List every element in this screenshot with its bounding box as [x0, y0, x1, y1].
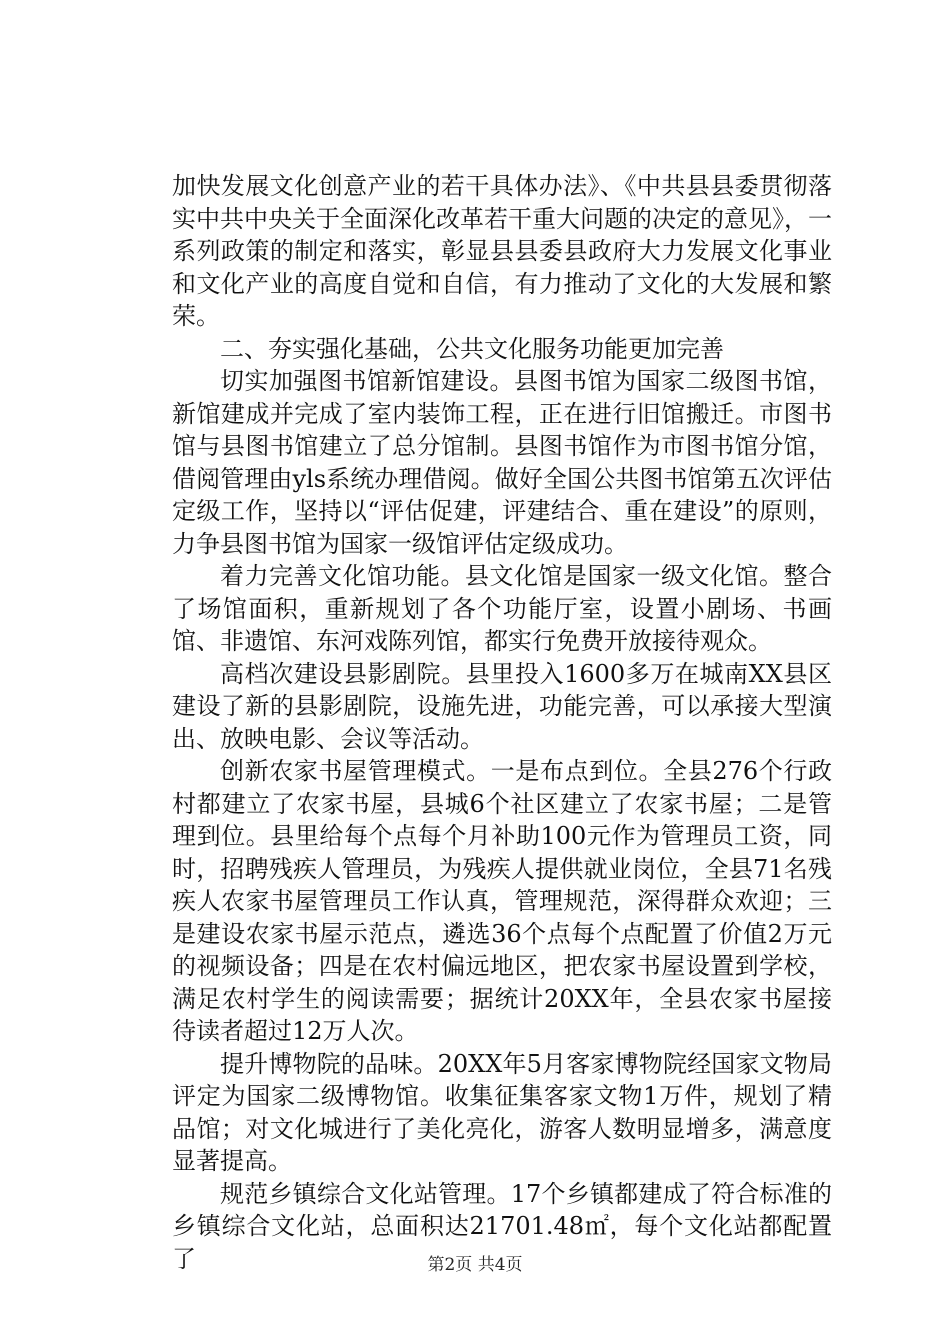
- section-heading: 二、夯实强化基础，公共文化服务功能更加完善: [220, 334, 724, 363]
- paragraph: 加快发展文化创意产业的若干具体办法》、《中共县县委贯彻落实中共中央关于全面深化改革若干重大问题的决定的意见》，一系列政策的制定和落实，彰显县县委县政府大力发展文化事业和文化产业的高度自觉和自信，有力推动了文化的大发展和繁荣。: [172, 172, 832, 330]
- paragraph: 高档次建设县影剧院。县里投入1600多万在城南XX县区建设了新的县影剧院，设施先进，功能完善，可以承接大型演出、放映电影、会议等活动。: [172, 659, 832, 753]
- paragraph: 着力完善文化馆功能。县文化馆是国家一级文化馆。整合了场馆面积，重新规划了各个功能厅室，设置小剧场、书画馆、非遗馆、东河戏陈列馆，都实行免费开放接待观众。: [172, 562, 832, 655]
- paragraph: 创新农家书屋管理模式。一是布点到位。全县276个行政村都建立了农家书屋，县城6个社区建立了农家书屋；二是管理到位。县里给每个点每个月补助100元作为管理员工资，同时，招聘残疾人管理员，为残疾人提供就业岗位，全县71名残疾人农家书屋管理员工作认真，管理规范，深得群众欢迎；三是建设农家书屋示范点，遴选36个点每个点配置了价值2万元的视频设备；四是在农村偏远地区，把农家书屋设置到学校，满足农村学生的阅读需要；据统计20XX年，全县农家书屋接待读者超过12万人次。: [172, 757, 832, 1045]
- document-body: [172, 170, 832, 1275]
- page-number-footer: 第2页 共4页: [427, 1255, 523, 1275]
- paragraph: 提升博物院的品味。20XX年5月客家博物院经国家文物局评定为国家二级博物馆。收集征集客家文物1万件，规划了精品馆；对文化城进行了美化亮化，游客人数明显增多，满意度显著提高。: [172, 1049, 832, 1175]
- paragraph: 规范乡镇综合文化站管理。17个乡镇都建成了符合标准的乡镇综合文化站，总面积达21701.48㎡，每个文化站都配置了: [172, 1179, 832, 1273]
- paragraph: 切实加强图书馆新馆建设。县图书馆为国家二级图书馆，新馆建成并完成了室内装饰工程，正在进行旧馆搬迁。市图书馆与县图书馆建立了总分馆制。县图书馆作为市图书馆分馆，借阅管理由yls系统办理借阅。做好全国公共图书馆第五次评估定级工作，坚持以“评估促建，评建结合、重在建设”的原则，力争县图书馆为国家一级馆评估定级成功。: [172, 367, 832, 558]
